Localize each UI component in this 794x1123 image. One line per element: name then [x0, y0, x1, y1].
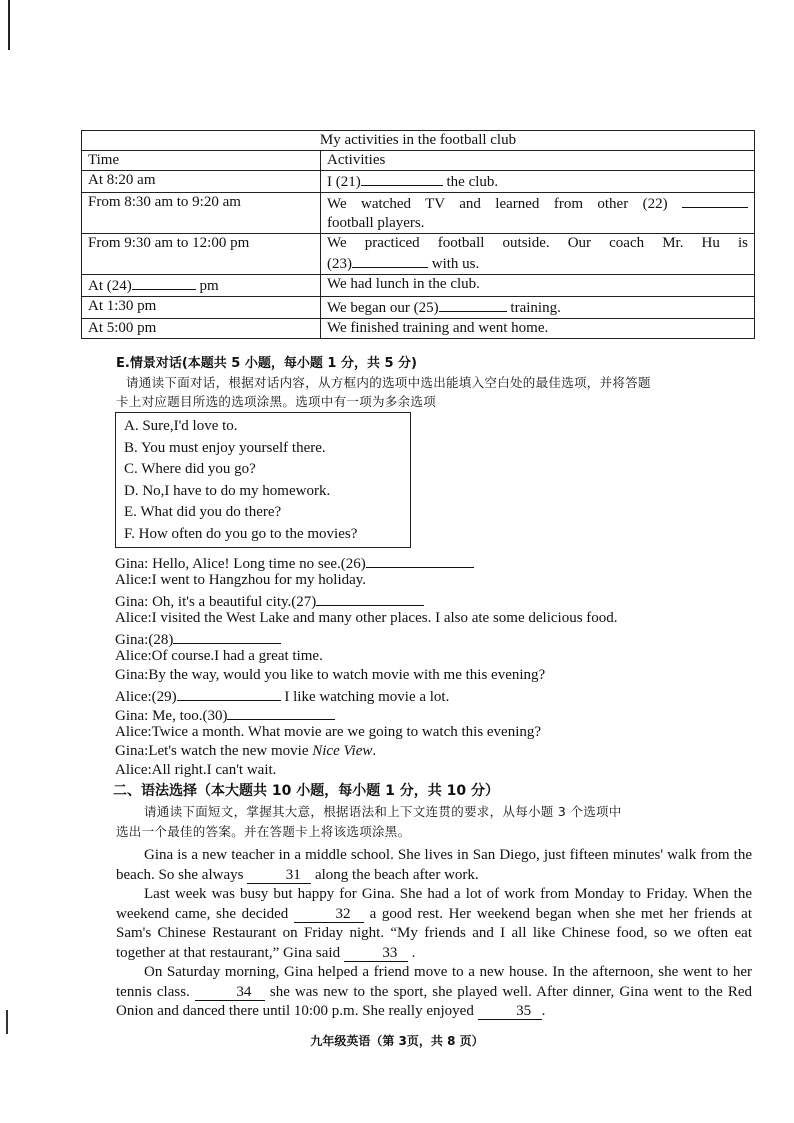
dialogue-text: Gina:(28) — [115, 632, 174, 648]
answer-blank-32[interactable]: 32 — [294, 906, 364, 923]
header-activities: Activities — [321, 151, 755, 171]
time-text: At (24) — [88, 278, 132, 294]
table-row — [82, 297, 755, 319]
dialogue-text: Gina: Me, too.(30) — [115, 708, 228, 724]
answer-blank-24[interactable] — [132, 275, 196, 290]
activity-text: We began our (25) — [327, 300, 439, 316]
activity-text: training. — [510, 300, 561, 316]
answer-blank-25[interactable] — [439, 297, 507, 312]
answer-blank-28[interactable] — [173, 629, 281, 644]
dialogue-line — [115, 591, 424, 611]
table-header-row — [82, 151, 755, 171]
activity-line — [327, 193, 748, 214]
passage-text: along the beach after work. — [311, 866, 479, 883]
row-activity — [321, 193, 755, 234]
activity-text: We watched TV and learned from other (22) — [327, 196, 668, 212]
passage-text: she was new to the sport, she played well. After dinner, Gina went to the Red Onion and danced there until 10:00 p.m. She really enjoyed — [116, 983, 752, 1019]
movie-title: Nice View — [312, 743, 373, 759]
row-activity: We finished training and went home. — [321, 319, 755, 339]
section-2-instruction: 请通读下面短文，掌握其大意，根据语法和上下文连贯的要求，从每小题 3 个选项中 — [144, 804, 622, 819]
section-2-instruction: 选出一个最佳的答案。并在答题卡上将该选项涂黑。 — [116, 824, 411, 839]
dialogue-line — [115, 705, 335, 725]
dialogue-text: Alice:(29) — [115, 689, 177, 705]
answer-blank-23[interactable] — [352, 253, 428, 268]
option-f: F. How often do you go to the movies? — [124, 525, 358, 542]
table-row — [82, 193, 755, 234]
dialogue-line: Alice:All right.I can't wait. — [115, 762, 277, 778]
answer-blank-35[interactable]: 35 — [478, 1003, 542, 1020]
answer-blank-30[interactable] — [227, 705, 335, 720]
row-time: At 1:30 pm — [82, 297, 321, 319]
dialogue-text: . — [372, 743, 377, 759]
option-e: E. What did you do there? — [124, 504, 282, 521]
dialogue-text: Gina:Let's watch the new movie — [115, 743, 313, 759]
answer-blank-29[interactable] — [177, 686, 281, 701]
section-2-title: 二、语法选择（本大题共 10 小题，每小题 1 分，共 10 分） — [113, 783, 499, 799]
table-row — [82, 234, 755, 275]
passage-text: Last week was busy but happy for Gina. She had a lot of work from Monday to Friday. When the weekend came, she decided — [116, 886, 752, 922]
answer-blank-33[interactable]: 33 — [344, 945, 408, 962]
dialogue-line: Alice:I went to Hangzhou for my holiday. — [115, 572, 367, 588]
passage-paragraph-3 — [116, 963, 752, 1022]
table-caption-row — [82, 131, 755, 151]
answer-blank-26[interactable] — [366, 553, 474, 568]
answer-blank-31[interactable]: 31 — [247, 867, 311, 884]
activity-line — [327, 253, 748, 274]
passage-text: . — [541, 1003, 546, 1019]
table-caption: My activities in the football club — [82, 131, 755, 151]
answer-blank-22[interactable] — [682, 193, 748, 208]
time-text: pm — [199, 278, 219, 294]
scan-edge-mark — [8, 0, 10, 50]
passage-paragraph-1 — [116, 846, 752, 885]
activity-text: football players. — [327, 215, 425, 231]
answer-blank-34[interactable]: 34 — [195, 984, 265, 1001]
dialogue-text: Gina: Oh, it's a beautiful city.(27) — [115, 594, 317, 610]
table-row — [82, 275, 755, 297]
activity-text: the club. — [446, 174, 499, 190]
row-time: At 5:00 pm — [82, 319, 321, 339]
row-activity — [321, 234, 755, 275]
activity-text: with us. — [431, 256, 480, 272]
row-activity — [321, 297, 755, 319]
dialogue-line: Alice:Of course.I had a great time. — [115, 648, 323, 664]
passage-text: On Saturday morning, Gina helped a friend move to a new house. In the afternoon, she went to her tennis class. — [116, 964, 752, 1000]
passage-text: Gina is a new teacher in a middle school. She lives in San Diego, just fifteen minutes' walk from the beach. So she always — [116, 847, 752, 883]
dialogue-line — [115, 743, 376, 760]
row-activity: We had lunch in the club. — [321, 275, 755, 297]
answer-blank-27[interactable] — [316, 591, 424, 606]
dialogue-text: Gina: Hello, Alice! Long time no see.(26) — [115, 556, 366, 572]
dialogue-line — [115, 686, 449, 706]
options-box — [115, 412, 411, 548]
scan-edge-mark — [6, 1010, 8, 1034]
row-time — [82, 275, 321, 297]
dialogue-text: I like watching movie a lot. — [284, 689, 450, 705]
section-e-title: E.情景对话(本题共 5 小题，每小题 1 分，共 5 分) — [116, 356, 417, 371]
header-time: Time — [82, 151, 321, 171]
option-c: C. Where did you go? — [124, 461, 256, 478]
activity-text: (23) — [327, 256, 352, 272]
row-time: From 8:30 am to 9:20 am — [82, 193, 321, 234]
activity-text: I (21) — [327, 174, 361, 190]
page-footer: 九年级英语（第 3页，共 8 页） — [310, 1034, 484, 1048]
option-b: B. You must enjoy yourself there. — [124, 439, 326, 456]
dialogue-line: Alice:Twice a month. What movie are we going to watch this evening? — [115, 724, 542, 740]
passage-paragraph-2 — [116, 885, 752, 963]
row-activity — [321, 171, 755, 193]
dialogue-line — [115, 629, 281, 649]
passage-text: . — [407, 944, 416, 961]
passage-text: a good rest. Her weekend began when she met her friends at Sam's Chinese Restaurant on Friday night. “My friends and I all like Chinese food, so we often eat together at that restaurant,” Gina said — [116, 905, 752, 961]
dialogue-line — [115, 553, 474, 573]
activity-text: We practiced football outside. Our coach Mr. Hu is — [327, 235, 748, 251]
row-time: From 9:30 am to 12:00 pm — [82, 234, 321, 275]
table-row — [82, 171, 755, 193]
table-row — [82, 319, 755, 339]
answer-blank-21[interactable] — [361, 171, 443, 186]
activities-table — [81, 130, 755, 339]
option-d: D. No,I have to do my homework. — [124, 482, 331, 499]
dialogue-line: Gina:By the way, would you like to watch movie with me this evening? — [115, 667, 546, 683]
dialogue-line: Alice:I visited the West Lake and many other places. I also ate some delicious food. — [115, 610, 618, 626]
option-a: A. Sure,I'd love to. — [124, 418, 238, 434]
section-e-instruction: 卡上对应题目所选的选项涂黑。选项中有一项为多余选项 — [116, 394, 437, 409]
row-time: At 8:20 am — [82, 171, 321, 193]
section-e-instruction: 请通读下面对话，根据对话内容，从方框内的选项中选出能填入空白处的最佳选项，并将答题 — [126, 375, 651, 390]
